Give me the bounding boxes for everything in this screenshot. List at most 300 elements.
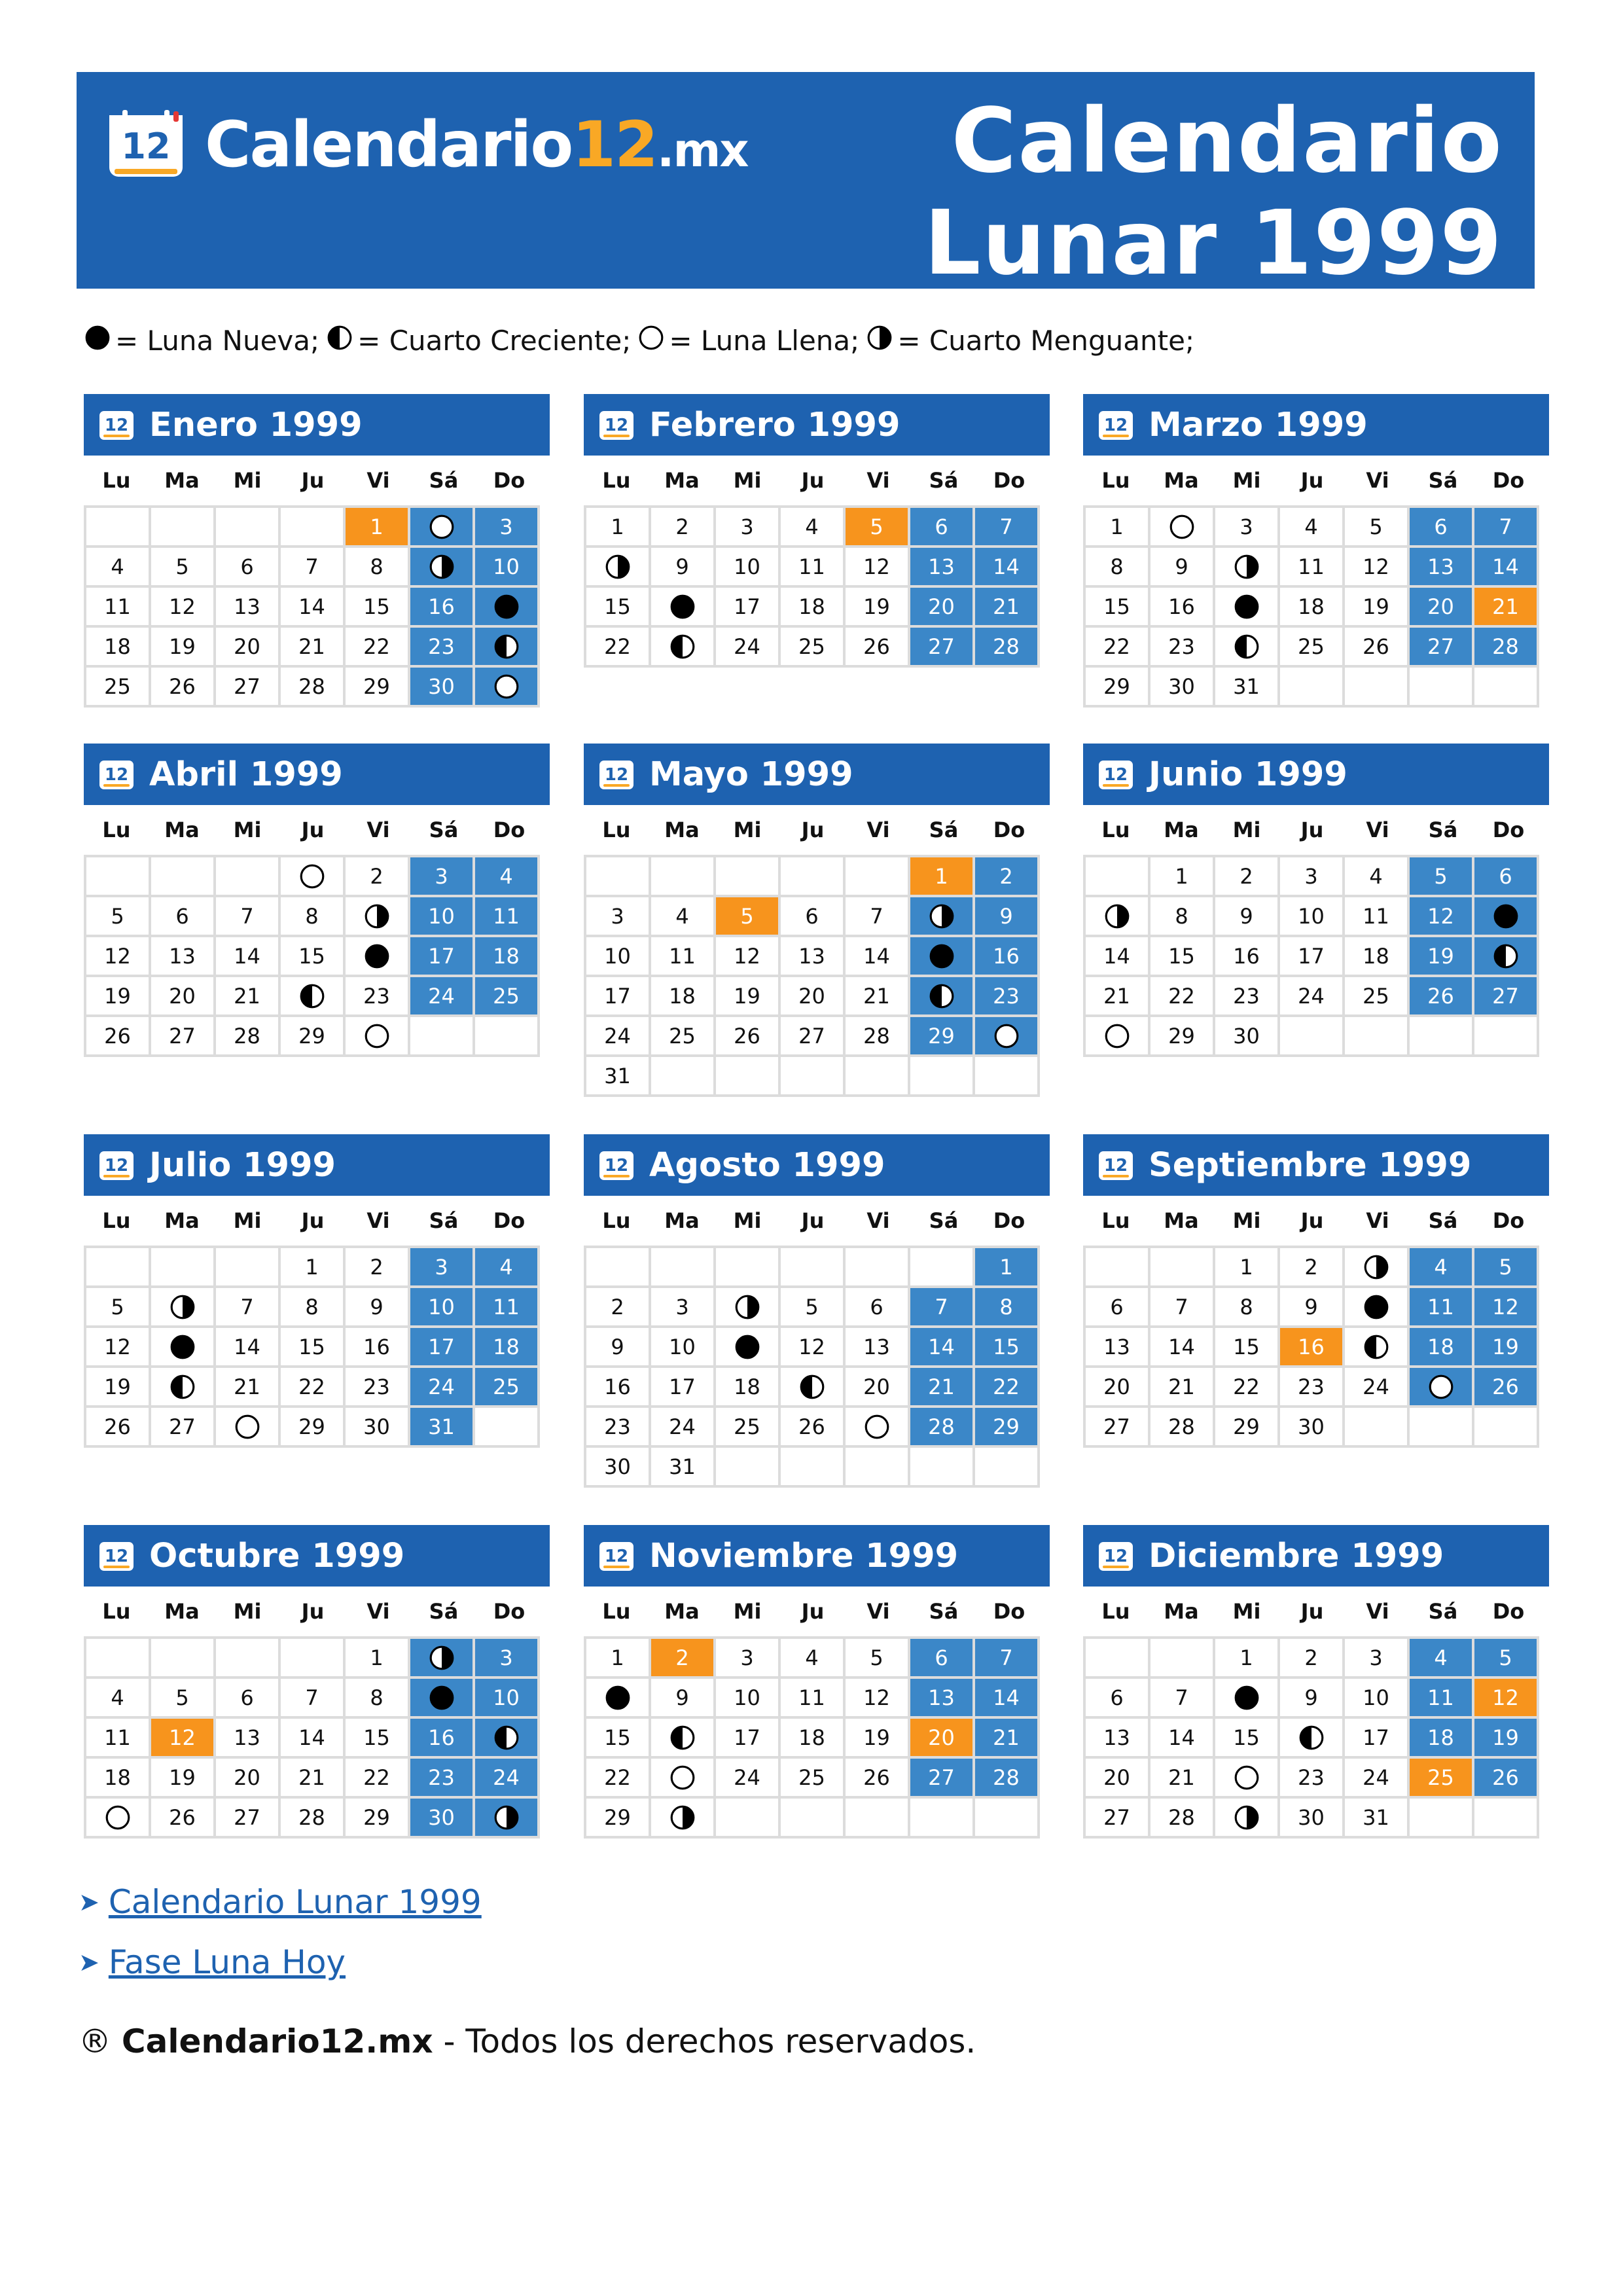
- day-cell: 16: [974, 936, 1039, 976]
- footer-copyright: [79, 2022, 976, 2060]
- day-cell: 2: [344, 1247, 409, 1287]
- day-cell: 21: [974, 586, 1039, 626]
- day-cell: 6: [215, 1677, 279, 1717]
- day-cell: 5: [150, 1677, 215, 1717]
- week-row: [585, 896, 1039, 936]
- week-row: [85, 976, 539, 1016]
- day-cell: 17: [409, 936, 474, 976]
- day-cell: 4: [474, 1247, 539, 1287]
- day-cell: 11: [779, 547, 844, 586]
- day-cell: 27: [150, 1407, 215, 1446]
- day-cell: 29: [279, 1407, 344, 1446]
- empty-day-cell: [85, 1247, 150, 1287]
- empty-day-cell: [1084, 856, 1149, 896]
- month-title: Febrero 1999: [649, 405, 901, 444]
- week-row: [1084, 666, 1538, 706]
- day-cell: [1149, 507, 1214, 547]
- day-cell: 7: [844, 896, 909, 936]
- day-cell: 16: [1214, 936, 1279, 976]
- day-cell: 5: [1408, 856, 1473, 896]
- legend-item: [866, 324, 1194, 357]
- empty-day-cell: [409, 1016, 474, 1056]
- svg-text:12: 12: [104, 765, 129, 785]
- day-cell: 14: [215, 936, 279, 976]
- weekday-header: [1083, 456, 1549, 505]
- day-cell: 11: [650, 936, 715, 976]
- svg-text:12: 12: [1103, 416, 1128, 435]
- weekday-label: Lu: [602, 1208, 631, 1233]
- weekday-label: Vi: [1366, 468, 1389, 493]
- day-cell: 22: [344, 1757, 409, 1797]
- weekday-label: Do: [993, 468, 1026, 493]
- day-cell: 17: [715, 1717, 779, 1757]
- day-cell: 7: [215, 1287, 279, 1327]
- month-header: [84, 1525, 550, 1587]
- day-cell: 5: [85, 1287, 150, 1327]
- day-cell: 19: [844, 1717, 909, 1757]
- legend-label: = Cuarto Creciente;: [357, 324, 632, 357]
- week-row: [585, 1247, 1039, 1287]
- weekday-label: Ju: [1300, 1599, 1324, 1624]
- day-cell: 9: [344, 1287, 409, 1327]
- week-row: [85, 1757, 539, 1797]
- page-title-line-1: Calendario: [951, 90, 1503, 193]
- day-cell: 1: [585, 507, 650, 547]
- day-cell: 9: [650, 1677, 715, 1717]
- link-item: [79, 1932, 482, 1992]
- month-title: Abril 1999: [149, 755, 343, 794]
- day-cell: 14: [1084, 936, 1149, 976]
- last-quarter-moon-icon: [1233, 1804, 1260, 1831]
- day-cell: 21: [909, 1367, 974, 1407]
- svg-text:12: 12: [104, 1156, 129, 1175]
- svg-text:12: 12: [104, 416, 129, 435]
- day-cell: 2: [974, 856, 1039, 896]
- day-cell: 2: [344, 856, 409, 896]
- week-row: [1084, 1717, 1538, 1757]
- days-table: [1083, 505, 1539, 708]
- week-row: [585, 1446, 1039, 1486]
- day-cell: [974, 1016, 1039, 1056]
- day-cell: 22: [1149, 976, 1214, 1016]
- day-cell: 18: [779, 1717, 844, 1757]
- day-cell: 6: [1084, 1677, 1149, 1717]
- day-cell: 1: [1214, 1247, 1279, 1287]
- day-cell: 16: [585, 1367, 650, 1407]
- day-cell: 6: [150, 896, 215, 936]
- first-quarter-moon-icon: [1492, 942, 1520, 970]
- empty-day-cell: [1344, 1407, 1408, 1446]
- day-cell: 28: [974, 1757, 1039, 1797]
- empty-day-cell: [779, 856, 844, 896]
- day-cell: 23: [344, 1367, 409, 1407]
- day-cell: 24: [650, 1407, 715, 1446]
- day-cell: 27: [779, 1016, 844, 1056]
- day-cell: 12: [1408, 896, 1473, 936]
- day-cell: 22: [585, 626, 650, 666]
- page-title-line-2: Lunar 1999: [923, 192, 1503, 295]
- empty-day-cell: [844, 1797, 909, 1837]
- empty-day-cell: [909, 1056, 974, 1096]
- day-cell: 16: [409, 586, 474, 626]
- day-cell: 28: [215, 1016, 279, 1056]
- weekday-header: [84, 456, 550, 505]
- empty-day-cell: [779, 1446, 844, 1486]
- empty-day-cell: [974, 1797, 1039, 1837]
- empty-day-cell: [279, 507, 344, 547]
- week-row: [585, 936, 1039, 976]
- day-cell: 17: [1279, 936, 1344, 976]
- day-cell: [474, 626, 539, 666]
- day-cell: 11: [85, 586, 150, 626]
- empty-day-cell: [1408, 1797, 1473, 1837]
- week-row: [585, 1407, 1039, 1446]
- day-cell: [1214, 626, 1279, 666]
- calendar-icon: [98, 1149, 135, 1181]
- day-cell: 25: [715, 1407, 779, 1446]
- day-cell: 21: [1149, 1757, 1214, 1797]
- day-cell: [1279, 1717, 1344, 1757]
- day-cell: 27: [909, 626, 974, 666]
- day-cell: 5: [844, 1638, 909, 1677]
- day-cell: [1214, 1757, 1279, 1797]
- last-quarter-moon-icon: [669, 1804, 696, 1831]
- day-cell: 19: [150, 1757, 215, 1797]
- day-cell: 19: [1344, 586, 1408, 626]
- days-table: [1083, 1246, 1539, 1448]
- day-cell: 19: [715, 976, 779, 1016]
- week-row: [85, 1717, 539, 1757]
- weekday-label: Vi: [366, 1208, 390, 1233]
- days-table: [1083, 855, 1539, 1057]
- day-cell: [474, 1717, 539, 1757]
- weekday-label: Do: [993, 1599, 1026, 1624]
- weekday-label: Sá: [929, 468, 959, 493]
- day-cell: [1214, 1797, 1279, 1837]
- day-cell: 14: [1473, 547, 1538, 586]
- empty-day-cell: [1408, 666, 1473, 706]
- day-cell: 18: [1408, 1717, 1473, 1757]
- last-quarter-moon-icon: [604, 553, 632, 581]
- day-cell: 25: [1279, 626, 1344, 666]
- month-title: Enero 1999: [149, 405, 363, 444]
- day-cell: 12: [1344, 547, 1408, 586]
- day-cell: 14: [1149, 1717, 1214, 1757]
- day-cell: 27: [909, 1757, 974, 1797]
- empty-day-cell: [585, 856, 650, 896]
- full-moon-icon: [1427, 1373, 1455, 1401]
- week-row: [85, 856, 539, 896]
- weekday-label: Sá: [929, 1599, 959, 1624]
- day-cell: 12: [779, 1327, 844, 1367]
- calendar-icon: [1097, 408, 1134, 441]
- weekday-label: Vi: [1366, 1208, 1389, 1233]
- svg-text:12: 12: [104, 1547, 129, 1566]
- day-cell: [344, 1016, 409, 1056]
- day-cell: [909, 936, 974, 976]
- day-cell: 6: [1473, 856, 1538, 896]
- full-moon-icon: [1168, 513, 1196, 541]
- day-cell: [844, 1407, 909, 1446]
- weekday-label: Sá: [429, 468, 459, 493]
- day-cell: 2: [650, 1638, 715, 1677]
- month-title: Septiembre 1999: [1149, 1145, 1472, 1185]
- day-cell: 10: [715, 1677, 779, 1717]
- svg-text:12: 12: [604, 416, 629, 435]
- day-cell: 7: [974, 1638, 1039, 1677]
- empty-day-cell: [844, 1247, 909, 1287]
- weekday-label: Ma: [664, 1208, 700, 1233]
- day-cell: 26: [844, 626, 909, 666]
- month-calendar: [1083, 1134, 1549, 1448]
- day-cell: 27: [215, 1797, 279, 1837]
- weekday-label: Mi: [233, 817, 262, 842]
- link-calendario-lunar[interactable]: Calendario Lunar 1999: [108, 1883, 482, 1921]
- calendar-icon: [1097, 1149, 1134, 1181]
- day-cell: 7: [1149, 1677, 1214, 1717]
- day-cell: 3: [1214, 507, 1279, 547]
- last-quarter-moon-icon: [866, 324, 893, 351]
- day-cell: 26: [715, 1016, 779, 1056]
- arrow-icon: ➤: [79, 1948, 99, 1977]
- month-title: Agosto 1999: [649, 1145, 885, 1185]
- day-cell: 10: [1344, 1677, 1408, 1717]
- week-row: [85, 626, 539, 666]
- day-cell: 2: [650, 507, 715, 547]
- week-row: [585, 586, 1039, 626]
- day-cell: 7: [279, 1677, 344, 1717]
- month-calendar: [84, 744, 550, 1057]
- day-cell: 7: [279, 547, 344, 586]
- last-quarter-moon-icon: [1233, 553, 1260, 581]
- day-cell: 25: [85, 666, 150, 706]
- weekday-label: Lu: [1101, 468, 1130, 493]
- week-row: [585, 507, 1039, 547]
- day-cell: [279, 856, 344, 896]
- weekday-label: Mi: [1232, 1208, 1261, 1233]
- empty-day-cell: [715, 1247, 779, 1287]
- weekday-label: Ju: [1300, 1208, 1324, 1233]
- week-row: [1084, 626, 1538, 666]
- day-cell: 24: [409, 976, 474, 1016]
- day-cell: 26: [150, 666, 215, 706]
- empty-day-cell: [1149, 1638, 1214, 1677]
- day-cell: 28: [1473, 626, 1538, 666]
- weekday-label: Do: [493, 817, 526, 842]
- link-fase-luna-hoy[interactable]: Fase Luna Hoy: [108, 1943, 346, 1981]
- arrow-icon: ➤: [79, 1888, 99, 1916]
- weekday-label: Vi: [366, 1599, 390, 1624]
- new-moon-icon: [928, 942, 955, 970]
- day-cell: 10: [650, 1327, 715, 1367]
- day-cell: 27: [1084, 1407, 1149, 1446]
- day-cell: 17: [715, 586, 779, 626]
- calendar-icon: [598, 1149, 635, 1181]
- day-cell: 14: [974, 547, 1039, 586]
- day-cell: [650, 1757, 715, 1797]
- month-title: Octubre 1999: [149, 1536, 405, 1575]
- day-cell: [1473, 896, 1538, 936]
- day-cell: 20: [150, 976, 215, 1016]
- week-row: [1084, 1638, 1538, 1677]
- weekday-label: Vi: [1366, 817, 1389, 842]
- days-table: [584, 1636, 1040, 1839]
- first-quarter-moon-icon: [1298, 1724, 1325, 1751]
- day-cell: 15: [344, 1717, 409, 1757]
- first-quarter-moon-icon: [928, 982, 955, 1010]
- day-cell: 31: [409, 1407, 474, 1446]
- svg-text:12: 12: [1103, 1547, 1128, 1566]
- day-cell: 8: [1214, 1287, 1279, 1327]
- week-row: [85, 1638, 539, 1677]
- legend-item: [637, 324, 859, 357]
- day-cell: 13: [1084, 1717, 1149, 1757]
- week-row: [1084, 547, 1538, 586]
- day-cell: [715, 1327, 779, 1367]
- week-row: [85, 1247, 539, 1287]
- new-moon-icon: [669, 593, 696, 620]
- day-cell: [150, 1367, 215, 1407]
- day-cell: [1214, 586, 1279, 626]
- week-row: [585, 1638, 1039, 1677]
- week-row: [585, 1327, 1039, 1367]
- weekday-label: Mi: [733, 817, 762, 842]
- day-cell: 1: [1149, 856, 1214, 896]
- site-logo[interactable]: [105, 109, 748, 181]
- day-cell: 15: [974, 1327, 1039, 1367]
- legend-label: = Luna Llena;: [669, 324, 860, 357]
- day-cell: [585, 1677, 650, 1717]
- last-quarter-moon-icon: [169, 1293, 196, 1321]
- empty-day-cell: [1279, 666, 1344, 706]
- week-row: [1084, 1757, 1538, 1797]
- day-cell: 6: [215, 547, 279, 586]
- empty-day-cell: [215, 507, 279, 547]
- new-moon-icon: [169, 1333, 196, 1361]
- calendar-icon: [98, 408, 135, 441]
- day-cell: 30: [1279, 1407, 1344, 1446]
- day-cell: [1344, 1327, 1408, 1367]
- day-cell: 27: [150, 1016, 215, 1056]
- day-cell: 23: [409, 1757, 474, 1797]
- day-cell: 29: [1149, 1016, 1214, 1056]
- day-cell: [1344, 1247, 1408, 1287]
- day-cell: 17: [1344, 1717, 1408, 1757]
- day-cell: 20: [215, 626, 279, 666]
- day-cell: 11: [1408, 1287, 1473, 1327]
- days-table: [584, 1246, 1040, 1488]
- calendar-icon: [598, 758, 635, 791]
- weekday-label: Sá: [429, 1208, 459, 1233]
- calendar-icon: [98, 758, 135, 791]
- day-cell: 21: [279, 626, 344, 666]
- last-quarter-moon-icon: [1103, 903, 1131, 930]
- weekday-label: Ju: [301, 1208, 325, 1233]
- day-cell: [409, 507, 474, 547]
- weekday-label: Do: [1492, 1208, 1525, 1233]
- day-cell: 13: [909, 1677, 974, 1717]
- empty-day-cell: [909, 1446, 974, 1486]
- legend-item: [326, 324, 631, 357]
- day-cell: 14: [279, 1717, 344, 1757]
- weekday-label: Mi: [233, 1599, 262, 1624]
- first-quarter-moon-icon: [1363, 1333, 1390, 1361]
- day-cell: 30: [1279, 1797, 1344, 1837]
- calendar-icon: [1097, 1539, 1134, 1572]
- weekday-label: Vi: [366, 468, 390, 493]
- new-moon-icon: [604, 1684, 632, 1712]
- day-cell: 26: [1473, 1367, 1538, 1407]
- day-cell: 12: [150, 586, 215, 626]
- day-cell: 1: [585, 1638, 650, 1677]
- weekday-label: Ju: [1300, 817, 1324, 842]
- empty-day-cell: [215, 1247, 279, 1287]
- day-cell: 23: [1214, 976, 1279, 1016]
- day-cell: 27: [215, 666, 279, 706]
- day-cell: 26: [779, 1407, 844, 1446]
- day-cell: 14: [909, 1327, 974, 1367]
- weekday-label: Do: [993, 817, 1026, 842]
- day-cell: 3: [1344, 1638, 1408, 1677]
- day-cell: 23: [344, 976, 409, 1016]
- empty-day-cell: [909, 1797, 974, 1837]
- day-cell: 8: [974, 1287, 1039, 1327]
- day-cell: 3: [1279, 856, 1344, 896]
- day-cell: 14: [844, 936, 909, 976]
- week-row: [1084, 856, 1538, 896]
- empty-day-cell: [1344, 1016, 1408, 1056]
- weekday-label: Sá: [929, 1208, 959, 1233]
- day-cell: 6: [1084, 1287, 1149, 1327]
- day-cell: 7: [215, 896, 279, 936]
- day-cell: 9: [1149, 547, 1214, 586]
- day-cell: 28: [909, 1407, 974, 1446]
- day-cell: 5: [150, 547, 215, 586]
- day-cell: 4: [779, 507, 844, 547]
- weekday-label: Ma: [164, 1208, 200, 1233]
- weekday-header: [84, 1196, 550, 1246]
- day-cell: 7: [909, 1287, 974, 1327]
- empty-day-cell: [779, 1247, 844, 1287]
- day-cell: [650, 1717, 715, 1757]
- weekday-header: [584, 1587, 1050, 1636]
- weekday-label: Ma: [1164, 468, 1199, 493]
- calendar-icon: [98, 1539, 135, 1572]
- day-cell: 8: [279, 1287, 344, 1327]
- day-cell: 1: [1214, 1638, 1279, 1677]
- day-cell: [150, 1287, 215, 1327]
- calendar-icon: [598, 1539, 635, 1572]
- day-cell: 11: [1408, 1677, 1473, 1717]
- day-cell: 5: [715, 896, 779, 936]
- weekday-header: [584, 1196, 1050, 1246]
- day-cell: 8: [279, 896, 344, 936]
- day-cell: 26: [1473, 1757, 1538, 1797]
- day-cell: 9: [974, 896, 1039, 936]
- first-quarter-moon-icon: [169, 1373, 196, 1401]
- day-cell: 28: [844, 1016, 909, 1056]
- day-cell: [1084, 896, 1149, 936]
- day-cell: 10: [409, 896, 474, 936]
- day-cell: 4: [1408, 1247, 1473, 1287]
- svg-text:12: 12: [1103, 1156, 1128, 1175]
- day-cell: 20: [1408, 586, 1473, 626]
- week-row: [1084, 1327, 1538, 1367]
- day-cell: 11: [85, 1717, 150, 1757]
- day-cell: 20: [1084, 1757, 1149, 1797]
- weekday-label: Sá: [1428, 817, 1458, 842]
- day-cell: 14: [974, 1677, 1039, 1717]
